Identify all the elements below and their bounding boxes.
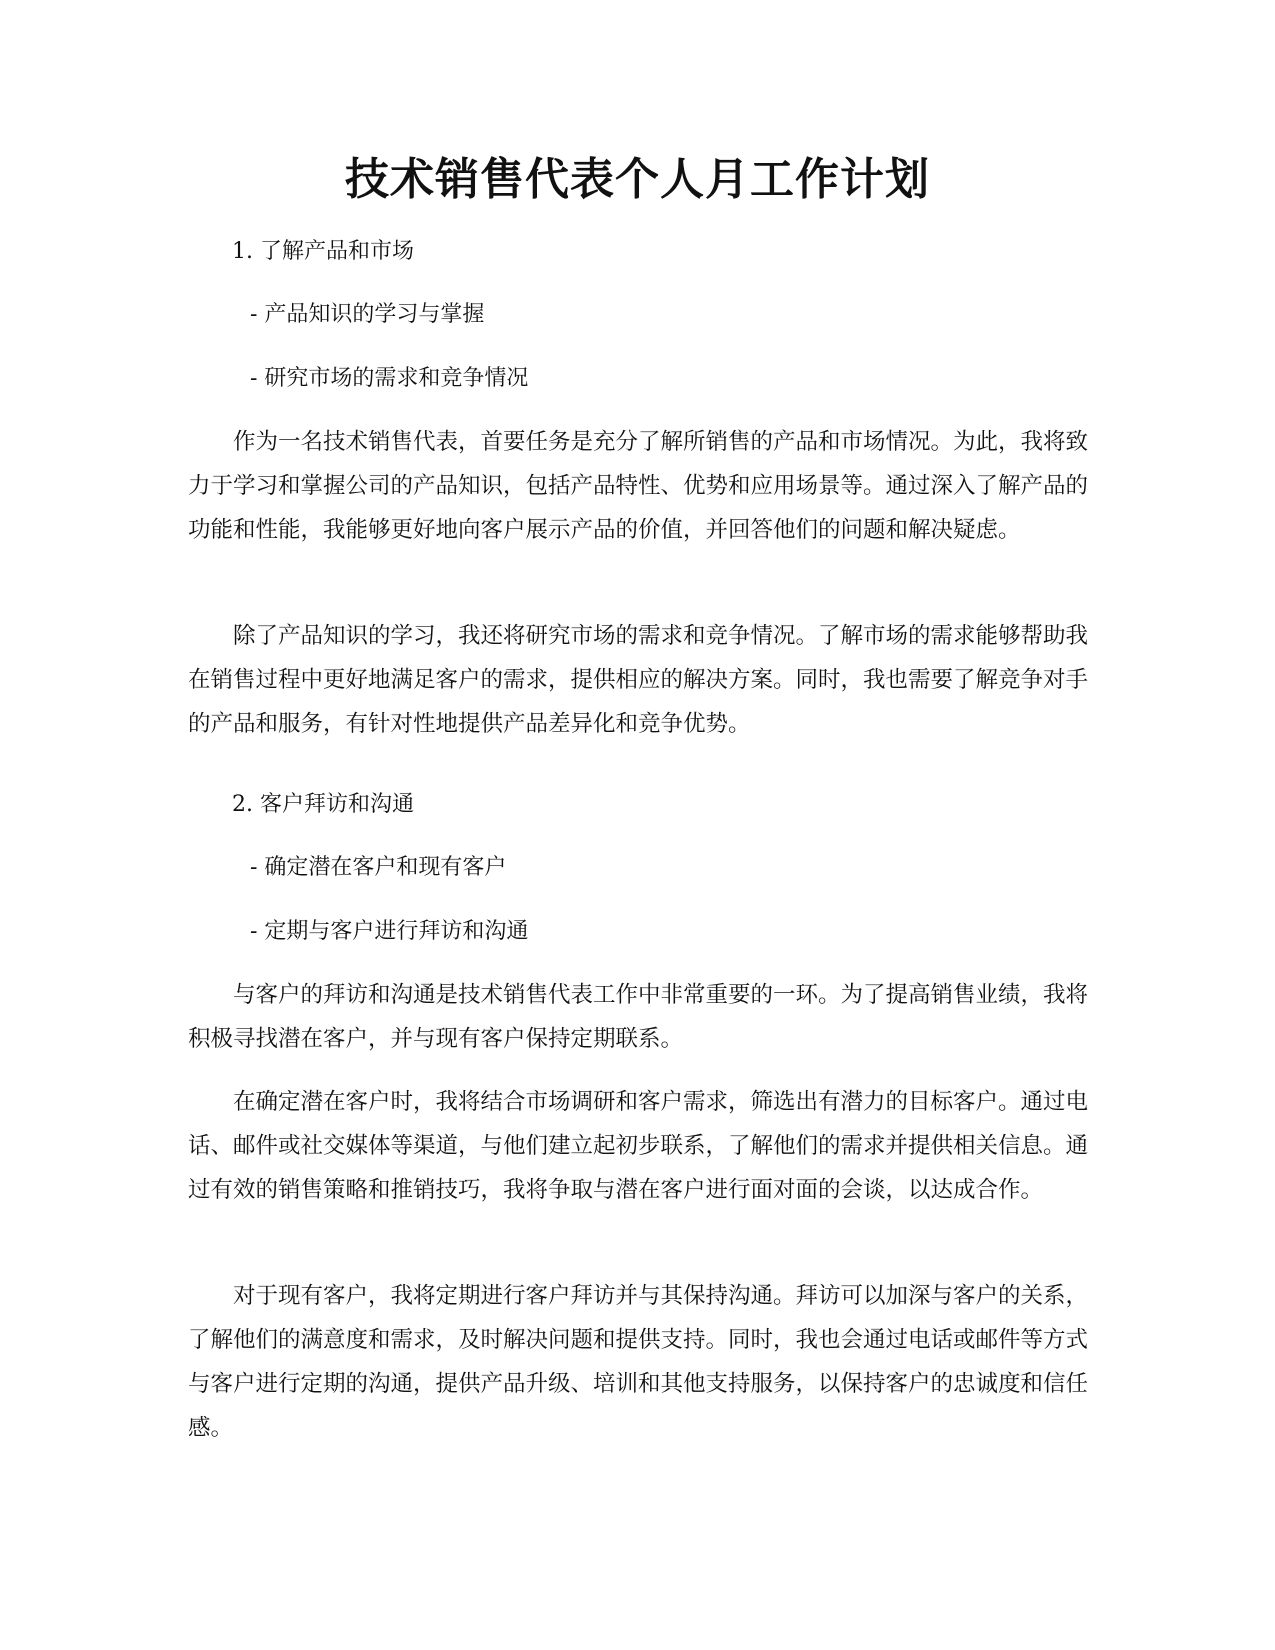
bullet-item: - 产品知识的学习与掌握 — [250, 302, 485, 327]
bullet-item: - 确定潜在客户和现有客户 — [250, 855, 507, 880]
paragraph: 除了产品知识的学习，我还将研究市场的需求和竞争情况。了解市场的需求能够帮助我在销售过程中更好地满足客户的需求，提供相应的解决方案。同时，我也需要了解竞争对手的产品和服务，有针对性地提供产品差异化和竞争优势。 — [188, 623, 1089, 737]
paragraph: 作为一名技术销售代表，首要任务是充分了解所销售的产品和市场情况。为此，我将致力于学习和掌握公司的产品知识，包括产品特性、优势和应用场景等。通过深入了解产品的功能和性能，我能够更好地向客户展示产品的价值，并回答他们的问题和解决疑虑。 — [188, 429, 1089, 543]
paragraph: 在确定潜在客户时，我将结合市场调研和客户需求，筛选出有潜力的目标客户。通过电话、邮件或社交媒体等渠道，与他们建立起初步联系，了解他们的需求并提供相关信息。通过有效的销售策略和推销技巧，我将争取与潜在客户进行面对面的会谈，以达成合作。 — [188, 1089, 1089, 1203]
bullet-item: - 研究市场的需求和竞争情况 — [250, 366, 529, 391]
section-heading-1: 1. 了解产品和市场 — [232, 239, 414, 264]
bullet-item: - 定期与客户进行拜访和沟通 — [250, 919, 529, 944]
paragraph: 对于现有客户，我将定期进行客户拜访并与其保持沟通。拜访可以加深与客户的关系，了解他们的满意度和需求，及时解决问题和提供支持。同时，我也会通过电话或邮件等方式与客户进行定期的沟通，提供产品升级、培训和其他支持服务，以保持客户的忠诚度和信任感。 — [188, 1283, 1089, 1441]
document-title: 技术销售代表个人月工作计划 — [345, 154, 930, 205]
section-heading-2: 2. 客户拜访和沟通 — [232, 792, 414, 817]
paragraph: 与客户的拜访和沟通是技术销售代表工作中非常重要的一环。为了提高销售业绩，我将积极寻找潜在客户，并与现有客户保持定期联系。 — [188, 982, 1089, 1052]
